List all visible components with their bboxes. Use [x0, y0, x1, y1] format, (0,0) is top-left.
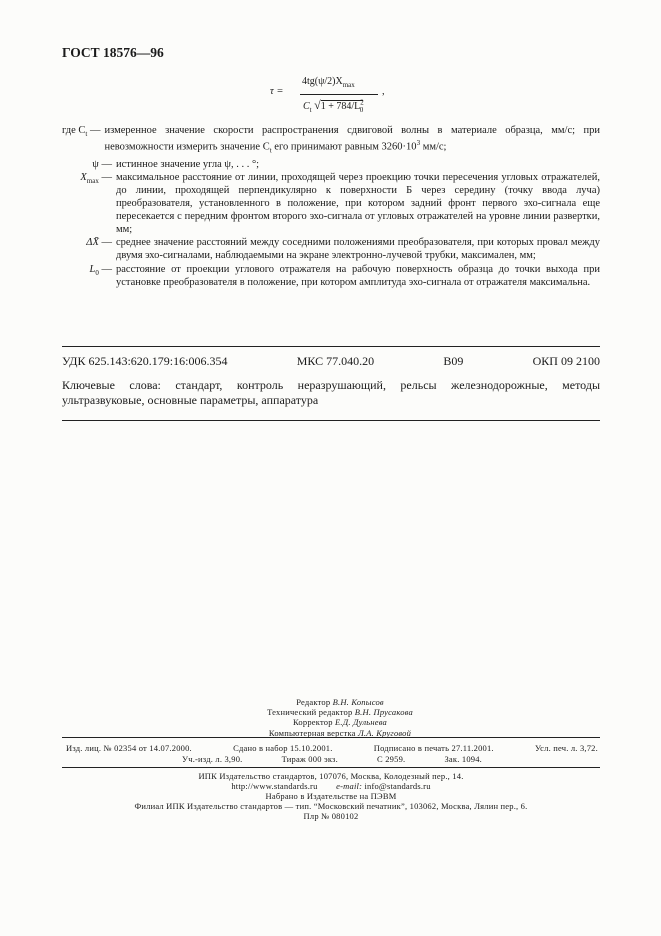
definition-symbol: где $C_t$ —: [62, 125, 101, 139]
definition-symbol: ΔX̄ —: [86, 237, 112, 249]
okp-code: ОКП 09 2100: [532, 354, 600, 368]
definition-symbol: $L_0$ —: [89, 263, 112, 277]
print-sheets: Усл. печ. л. 3,72.: [534, 743, 598, 753]
editor-line: Компьютерная верстка Л.А. Круговой: [268, 727, 412, 738]
definition-symbol: ψ —: [92, 158, 112, 170]
edition-sheets: Уч.-изд. л. 3,90.: [182, 754, 243, 764]
definition-psi: [62, 158, 600, 171]
formula-numerator: $4tg(\psi/2)X_{max}$: [302, 76, 355, 89]
publisher-url[interactable]: http://www.standards.ru: [231, 781, 318, 791]
publisher-contacts: http://www.standards.ru e-mail: info@standards.ru: [231, 781, 431, 791]
mks-code: МКС 77.040.20: [296, 354, 375, 368]
editors-block: [220, 697, 460, 738]
definition-text: среднее значение расстояний между соседними положениями преобразователя, при которых провал между двумя эхо-сигналами, наблюдаемыми на экране электронно-лучевой трубки, максимален, мм;: [116, 237, 600, 262]
tau-formula: [270, 72, 390, 118]
keywords: Ключевые слова: стандарт, контроль неразрушающий, рельсы железнодорожные, методы ультразвуковые, основные параметры, аппаратура: [62, 378, 600, 407]
group-code: В09: [443, 354, 464, 368]
publisher-address: ИПК Издательство стандартов, 107076, Москва, Колодезный пер., 14.: [198, 771, 464, 781]
document-header: ГОСТ 18576—96: [62, 45, 164, 60]
formula-denominator: $C_t$ $√1 + 784/L^2_0$: [303, 98, 364, 114]
editor-line: Корректор Е.Д. Дульнева: [292, 717, 387, 728]
fraction-bar: [300, 94, 378, 95]
definition-text: максимальное расстояние от линии, проходящей через проекцию точки пересечения угловых отражателей, до линии, проходящей перпендикулярно к поверхности Б через середину (точку ввода луча) преобразователя, установленного в положение, при котором задний фронт первого эхо-сигнала еще пересекается с передним фронтом второго эхо-сигнала от угловых отражателей на уровне линии развертки, мм;: [116, 171, 600, 236]
publisher-email[interactable]: info@standards.ru: [364, 781, 431, 791]
publication-info-row-2: [182, 754, 482, 764]
symbol-definitions: [62, 124, 600, 289]
definition-xmax: [62, 171, 600, 236]
definition-l0: [62, 263, 600, 289]
divider: [62, 346, 600, 347]
catalog-number: С 2959.: [377, 754, 406, 764]
publication-info-row-1: [66, 743, 598, 753]
definition-text: измеренное значение скорости распространения сдвиговой волны в материале образца, мм/с; при невозможности измерить значение $C_t$ его принимают равным $3260\cdot 10^3$ мм/с;: [104, 125, 600, 155]
udk-code: УДК 625.143:620.179:16:006.354: [62, 354, 228, 368]
order-number: Зак. 1094.: [444, 754, 482, 764]
printing-branch: Филиал ИПК Издательство стандартов — тип. “Московский печатник”, 103062, Москва, Лялин пер., 6.: [134, 801, 528, 811]
definition-text: расстояние от проекции углового отражателя на рабочую поверхность образца до точки выхода при установке преобразователя в положение, при котором амплитуда эхо-сигнала от отражателя максимальна.: [116, 263, 600, 288]
editor-line: Технический редактор В.Н. Прусакова: [267, 707, 413, 718]
definition-delta-x: [62, 236, 600, 262]
classification-line: [62, 354, 600, 369]
license: Изд. лиц. № 02354 от 14.07.2000.: [66, 743, 192, 753]
typeset-date: Сдано в набор 15.10.2001.: [233, 743, 333, 753]
plr-number: Плр № 080102: [303, 811, 359, 821]
definition-symbol: $X_{max}$ —: [80, 171, 112, 185]
typeset-note: Набрано в Издательстве на ПЭВМ: [265, 791, 397, 801]
circulation: Тираж 000 экз.: [281, 754, 338, 764]
divider: [62, 420, 600, 421]
formula-comma: ,: [382, 86, 385, 97]
definition-ct: [62, 124, 600, 158]
divider: [62, 737, 600, 738]
formula-lhs: τ =: [270, 86, 284, 97]
divider: [62, 767, 600, 768]
definition-text: истинное значение угла ψ, . . . °;: [116, 158, 260, 170]
print-date: Подписано в печать 27.11.2001.: [373, 743, 494, 753]
editor-line: Редактор В.Н. Копысов: [296, 697, 384, 707]
